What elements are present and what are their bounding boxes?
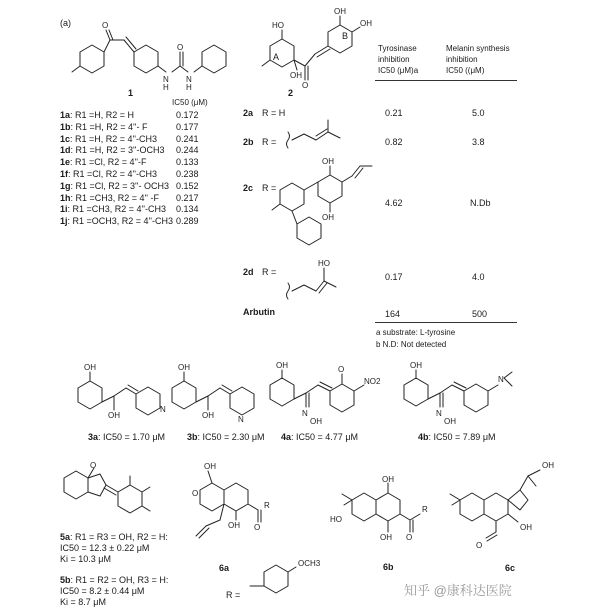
structure-2c-substituent (272, 166, 372, 245)
series1-row: 1c: R1 =H, R2 = 4''-CH3 (60, 133, 157, 144)
atom-o-5: O (90, 461, 97, 470)
label-6a-r: R = (226, 590, 241, 600)
row-2c-tyr: 4.62 (385, 198, 403, 208)
atom-oh-2c: OH (360, 19, 372, 28)
row-2b-mel: 3.8 (472, 137, 485, 147)
row-2d-mel: 4.0 (472, 272, 485, 282)
series1-row-desc: R1 =OCH3, R2 = 4''-CH3 (72, 216, 174, 227)
series1-row-desc: R1 =Cl, R2 = 3''- OCH3 (75, 180, 169, 191)
series1-row: 1b: R1 =H, R2 = 4''- F (60, 121, 148, 132)
series1-row-ic50: 0.217 (176, 192, 199, 203)
row-2d-tyr: 0.17 (385, 272, 403, 282)
col-melanin-1: Melanin synthesis (446, 44, 510, 53)
atom-n-3b: N (238, 415, 244, 424)
series1-row: 1g: R1 =Cl, R2 = 3''- OCH3 (60, 180, 169, 191)
atom-o-4a: O (338, 365, 345, 374)
atom-oh-4b: OH (410, 361, 422, 370)
atom-o-6a2: O (254, 523, 261, 532)
series1-row-id: 1a (60, 110, 71, 120)
atom-ho-2: HO (272, 21, 284, 30)
atom-o-1: O (102, 21, 109, 30)
series1-row: 1a: R1 =H, R2 = H (60, 110, 135, 120)
atom-n-4b2: N (498, 375, 504, 384)
series1-row-desc: R1 =Cl, R2 = 4''-CH3 (73, 169, 157, 179)
panel-label: (a) (60, 18, 71, 28)
series1-row-id: 1b (60, 121, 71, 132)
series1-row-desc: R1 =Cl, R2 = 4''-F (75, 157, 147, 168)
caption-3b: 3b: IC50 = 2.30 μM (187, 432, 265, 442)
series1-row-ic50: 0.177 (176, 121, 199, 132)
series1-row: 1j: R1 =OCH3, R2 = 4''-CH3 (60, 216, 174, 227)
atom-h-1a: H (163, 83, 169, 92)
series1-row-desc: R1 =H, R2 = 3''-OCH3 (75, 145, 165, 156)
atom-oh-2a: OH (290, 71, 302, 80)
series1-row-ic50: 0.238 (176, 169, 199, 179)
series1-row-id: 1h (60, 192, 71, 203)
col-tyrosinase-2: inhibition (378, 55, 410, 64)
structure-2d-substituent (287, 268, 337, 299)
row-5b-line1: 5b: R1 = R2 = OH, R3 = H: (60, 575, 169, 585)
series1-row: 1f: R1 =Cl, R2 = 4''-CH3 (60, 169, 157, 179)
series1-row-ic50: 0.289 (176, 216, 199, 227)
row-arbutin-mel: 500 (472, 309, 488, 319)
footnote-b: b N.D: Not detected (376, 340, 447, 349)
series1-row-ic50: 0.172 (176, 110, 199, 120)
series1-row-id: 1f (60, 169, 69, 179)
atom-oh-2c1: OH (322, 157, 334, 166)
atom-oh-2c2: OH (322, 213, 334, 222)
series1-row: 1d: R1 =H, R2 = 3''-OCH3 (60, 145, 165, 156)
series1-row-id: 1j (60, 216, 68, 227)
caption-4b: 4b: IC50 = 7.89 μM (418, 432, 496, 442)
label-6c: 6c (505, 563, 516, 573)
series1-row: 1i: R1 =CH3, R2 = 4''-CH3 (60, 204, 167, 215)
series1-row-id: 1d (60, 145, 71, 156)
structure-5 (64, 468, 150, 513)
row-5b-line2: IC50 = 8.2 ± 0.44 μM (60, 586, 145, 596)
atom-o-1b: O (177, 43, 184, 52)
atom-oh-2b: OH (334, 7, 346, 16)
atom-ho-2d: HO (318, 259, 330, 268)
row-2a-tyr: 0.21 (385, 108, 403, 118)
atom-n-4b: N (436, 409, 442, 418)
col-tyrosinase-1: Tyrosinase (378, 44, 417, 53)
atom-no2-4a: NO2 (364, 377, 381, 386)
series1-row-id: 1g (60, 180, 71, 191)
series1-row-desc: R1 =H, R2 = 4''- F (75, 121, 148, 132)
atom-o-6b: O (406, 533, 413, 542)
row-2d-id: 2d (243, 267, 254, 277)
atom-o-6c: O (476, 541, 483, 550)
atom-oh-3a: OH (84, 363, 96, 372)
series1-row-desc: R1 =CH3, R2 = 4'' -F (75, 192, 159, 203)
series1-row: 1e: R1 =Cl, R2 = 4''-F (60, 157, 147, 168)
atom-oh-4a: OH (276, 361, 288, 370)
row-arbutin-id: Arbutin (243, 307, 275, 317)
label-6a: 6a (219, 563, 230, 573)
atom-oh-3b2: OH (202, 411, 214, 420)
atom-oh-6b2: OH (380, 533, 392, 542)
series1-row-ic50: 0.241 (176, 133, 199, 144)
series1-row-ic50: 0.134 (176, 204, 199, 215)
atom-oh-6b: OH (382, 475, 394, 484)
atom-h-1b: H (186, 83, 192, 92)
row-arbutin-tyr: 164 (385, 309, 401, 319)
atom-och3-6a: OCH3 (298, 559, 321, 568)
col-melanin-2: inhibition (446, 55, 478, 64)
series1-row-ic50: 0.244 (176, 145, 199, 156)
ring-a-label: A (273, 52, 280, 62)
col-tyrosinase-3: IC50 (μM)a (378, 66, 419, 75)
compound-1-label: 1 (128, 88, 134, 98)
series1-row-ic50: 0.133 (176, 157, 199, 168)
row-2c-r: R = (262, 183, 277, 193)
series1-row-desc: R1 =H, R2 = 4''-CH3 (75, 133, 157, 144)
atom-oh-6a: OH (204, 462, 216, 471)
atom-ho-6b: HO (330, 515, 342, 524)
ring-b-label: B (342, 31, 349, 41)
col-melanin-3: IC50 ((μM) (446, 66, 485, 75)
atom-oh-4b2: OH (444, 417, 456, 426)
series1-row-desc: R1 =CH3, R2 = 4''-CH3 (72, 204, 167, 215)
atom-r-6b: R (422, 505, 428, 514)
row-5a-line2: IC50 = 12.3 ± 0.22 μM (60, 543, 150, 553)
atom-oh-3a2: OH (108, 411, 120, 420)
series1-row-id: 1i (60, 204, 68, 215)
row-2b-r: R = (262, 137, 277, 147)
atom-oh-3b: OH (178, 363, 190, 372)
watermark: 知乎 @康科达医院 (404, 583, 512, 598)
row-5a-line1: 5a: R1 = R3 = OH, R2 = H: (60, 532, 168, 542)
structure-2b-substituent (287, 120, 341, 148)
row-5b-line3: Ki = 8.7 μM (60, 597, 106, 607)
row-2b-id: 2b (243, 137, 254, 147)
structure-6b (342, 483, 420, 532)
atom-n-4a: N (302, 409, 308, 418)
row-2c-mel: N.Db (470, 198, 491, 208)
row-5a-line3: Ki = 10.3 μM (60, 554, 111, 564)
atom-r-6a: R (264, 501, 270, 510)
atom-n-1a: N (163, 75, 169, 84)
row-2b-tyr: 0.82 (385, 137, 403, 147)
ic50-header: IC50 (μM) (172, 98, 208, 107)
atom-oh-6a2: OH (228, 521, 240, 530)
atom-o-6a: O (192, 489, 199, 498)
structure-1 (72, 30, 226, 73)
atom-n-3a: N (160, 405, 166, 414)
atom-n-1b: N (186, 75, 192, 84)
row-2a-id: 2a (243, 108, 254, 118)
structure-6a (196, 471, 296, 593)
atom-oh-6c: OH (542, 461, 554, 470)
atom-oh-4a2: OH (310, 417, 322, 426)
series1-row-ic50: 0.152 (176, 180, 199, 191)
caption-3a: 3a: IC50 = 1.70 μM (88, 432, 165, 442)
structure-4a (270, 370, 364, 412)
structure-4b (404, 370, 512, 412)
row-2c-id: 2c (243, 183, 254, 193)
row-2a-mel: 5.0 (472, 108, 485, 118)
series1-row-id: 1e (60, 157, 71, 168)
atom-o-2: O (302, 81, 309, 90)
structure-3b (172, 372, 254, 415)
footnote-a: a substrate: L-tyrosine (376, 328, 456, 337)
caption-4a: 4a: IC50 = 4.77 μM (281, 432, 358, 442)
atom-oh-6c2: OH (520, 523, 532, 532)
series1-row-id: 1c (60, 133, 71, 144)
series1-row-desc: R1 =H, R2 = H (75, 110, 135, 120)
series1-row: 1h: R1 =CH3, R2 = 4'' -F (60, 192, 159, 203)
row-2a-r: R = H (262, 108, 286, 118)
label-6b: 6b (383, 562, 394, 572)
compound-2-label: 2 (288, 88, 294, 98)
row-2d-r: R = (262, 267, 277, 277)
structure-3a (78, 372, 160, 415)
